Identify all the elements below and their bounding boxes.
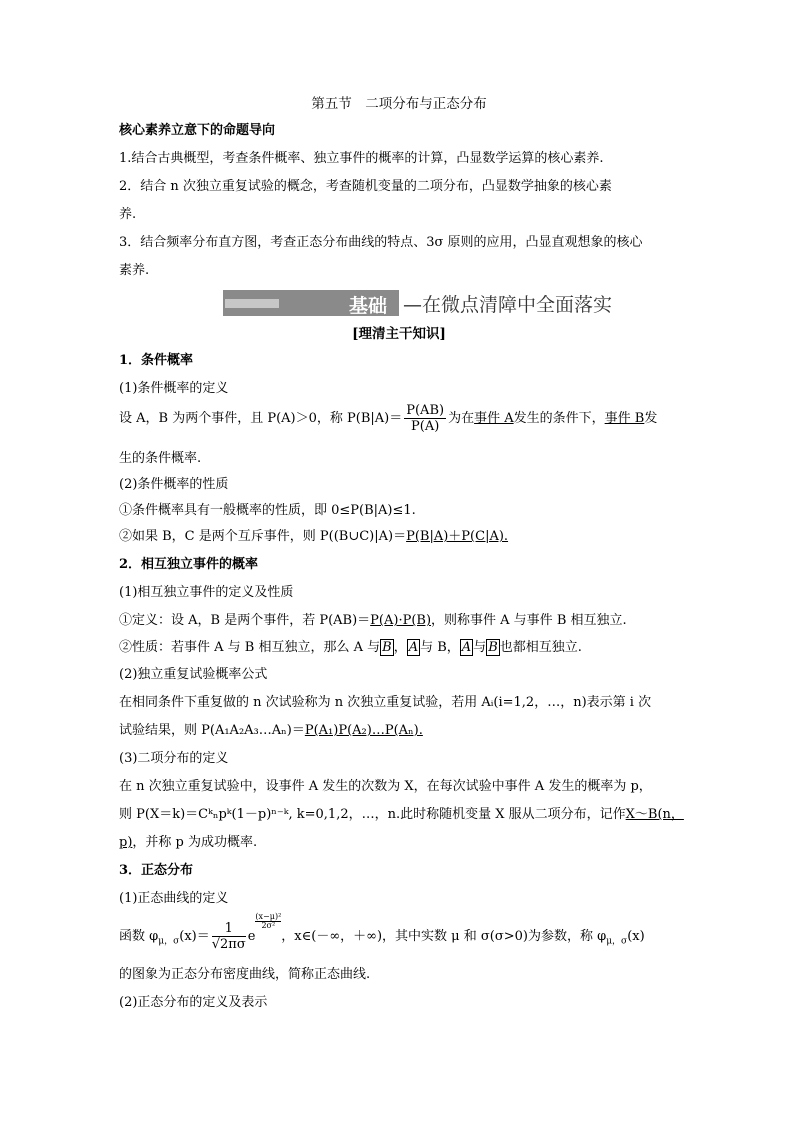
s3-f-a: 函数 φ xyxy=(119,929,159,944)
s1-prop-1: ①条件概率具有一般概率的性质，即 0≤P(B|A)≤1. xyxy=(119,503,416,518)
normal-frac-num: 1 xyxy=(212,922,246,937)
exp-num: (x−μ)² xyxy=(255,912,282,921)
s2-prop-box-a1: A xyxy=(408,640,419,655)
s2-def-text-a: ①定义：设 A，B 是两个事件，若 P(AB)＝ xyxy=(119,613,371,628)
s2-heading: 2．相互独立事件的概率 xyxy=(119,557,259,572)
s2-p2-text-b: 试验结果，则 P(A₁A₂A₃…Aₙ)＝ xyxy=(119,723,305,738)
s2-p2-text-a: 在相同条件下重复做的 n 次试验称为 n 次独立重复试验，若用 Aᵢ(i=1,2，…，n)表示第 i 次 xyxy=(119,695,652,710)
banner-stripe xyxy=(225,299,279,308)
s2-p3-text-c: ，并称 p 为成功概率. xyxy=(132,835,258,850)
s1-prop-2 xyxy=(119,530,508,543)
s2-prop-with: 与 xyxy=(473,640,487,655)
s1-def-text-a: 设 A，B 为两个事件，且 P(A)＞0，称 P(B|A)＝ xyxy=(119,411,403,426)
guide-item-3: 3．结合频率分布直方图，考查正态分布曲线的特点、3σ 原则的应用，凸显直观想象的核心 xyxy=(119,235,643,250)
s2-prop-end: 也都相互独立. xyxy=(499,640,582,655)
section-banner xyxy=(223,290,612,316)
guide-heading: 核心素养立意下的命题导向 xyxy=(119,123,276,138)
s2-p3-text-a: 在 n 次独立重复试验中，设事件 A 发生的次数为 X，在每次试验中事件 A 发生的概率为 p， xyxy=(119,779,652,794)
s2-p2-underline: P(A₁)P(A₂)…P(Aₙ). xyxy=(304,723,423,738)
s2-prop-text-a: ②性质：若事件 A 与 B 相互独立，那么 A 与 xyxy=(119,640,381,655)
banner-box xyxy=(223,290,399,316)
normal-exponent xyxy=(255,913,281,930)
s1-prop-2-text: ②如果 B，C 是两个互斥事件，则 P((B∪C)|A)＝ xyxy=(119,529,407,544)
s1-def-text-b: 为在 xyxy=(448,411,475,426)
s2-prop-sep: ， xyxy=(393,640,407,655)
s2-p1-heading: (1)相互独立事件的定义及性质 xyxy=(119,585,294,600)
conditional-prob-fraction xyxy=(404,404,446,433)
s1-p2-heading: (2)条件概率的性质 xyxy=(119,477,229,492)
s2-p3-underline-2: p) xyxy=(119,835,133,850)
s2-def-text-b: ，则称事件 A 与事件 B 相互独立. xyxy=(431,613,627,628)
s3-f-c: ，x∈(－∞，＋∞)，其中实数 μ 和 σ(σ>0)为参数，称 φ xyxy=(281,929,607,944)
s1-def-text-c: 发生的条件下， xyxy=(513,411,605,426)
s3-f-sub: μ，σ xyxy=(158,936,180,947)
s1-definition-line xyxy=(119,404,657,433)
s2-p3-line-c xyxy=(119,836,257,849)
fraction-numerator: P(AB) xyxy=(406,403,445,418)
page-title: 第五节 二项分布与正态分布 xyxy=(311,96,487,112)
s1-def-text-d: 发 xyxy=(644,411,658,426)
s3-f-sub2: μ，σ xyxy=(606,936,628,947)
s3-f-e: e xyxy=(247,929,256,944)
guide-item-1: 1.结合古典概型，考查条件概率、独立事件的概率的计算，凸显数学运算的核心素养. xyxy=(119,151,604,166)
guide-item-3-cont: 素养. xyxy=(119,263,150,278)
s2-p2-line-b xyxy=(119,724,423,737)
banner-box-text: 基础 xyxy=(348,295,387,317)
s2-p3-text-b: 则 P(X＝k)＝Cᵏₙpᵏ(1－p)ⁿ⁻ᵏ, k=0,1,2，…，n.此时称随机变量 X 服从二项分布，记作 xyxy=(119,807,626,822)
s3-formula-line xyxy=(119,912,645,952)
s2-def-underline: P(A)·P(B) xyxy=(370,613,432,628)
guide-item-2: 2．结合 n 次独立重复试验的概念，考查随机变量的二项分布，凸显数学抽象的核心素 xyxy=(119,179,612,194)
s2-prop-mid: 与 B， xyxy=(420,640,460,655)
s2-prop-box-b: B xyxy=(382,640,392,655)
guide-item-2-cont: 养. xyxy=(119,207,137,222)
s3-heading: 3．正态分布 xyxy=(119,863,194,878)
s1-def-underline-1: 事件 A xyxy=(474,411,514,426)
s2-p3-heading: (3)二项分布的定义 xyxy=(119,751,229,766)
banner-text: —在微点清障中全面落实 xyxy=(403,293,613,316)
subheading: [理清主干知识] xyxy=(352,326,446,342)
s3-f-b: (x)＝ xyxy=(179,929,210,944)
s2-p3-line-b xyxy=(119,808,684,821)
s1-p1-heading: (1)条件概率的定义 xyxy=(119,381,229,396)
normal-frac-den: √2πσ xyxy=(211,937,246,952)
s1-def-underline-2: 事件 B xyxy=(604,411,645,426)
s1-heading: 1．条件概率 xyxy=(119,353,194,368)
s2-definition xyxy=(119,614,627,627)
s3-p2-heading: (2)正态分布的定义及表示 xyxy=(119,995,268,1010)
s2-prop-box-a2: A xyxy=(461,640,472,655)
s3-p1-heading: (1)正态曲线的定义 xyxy=(119,891,229,906)
fraction-denominator: P(A) xyxy=(411,419,440,434)
normal-density-fraction xyxy=(212,922,246,951)
s1-prop-2-underline: P(B|A)＋P(C|A). xyxy=(406,529,509,544)
s3-f-e2: 的图象为正态分布密度曲线，简称正态曲线. xyxy=(119,967,371,982)
exp-den: 2σ² xyxy=(261,921,276,930)
s2-p2-heading: (2)独立重复试验概率公式 xyxy=(119,667,268,682)
s3-f-d: (x) xyxy=(627,929,645,944)
s2-p3-underline-1: X～B(n， xyxy=(625,807,684,822)
s2-prop-box-b2: B xyxy=(488,640,498,655)
s2-property xyxy=(119,641,582,654)
s1-def-text-e: 生的条件概率. xyxy=(119,451,202,466)
